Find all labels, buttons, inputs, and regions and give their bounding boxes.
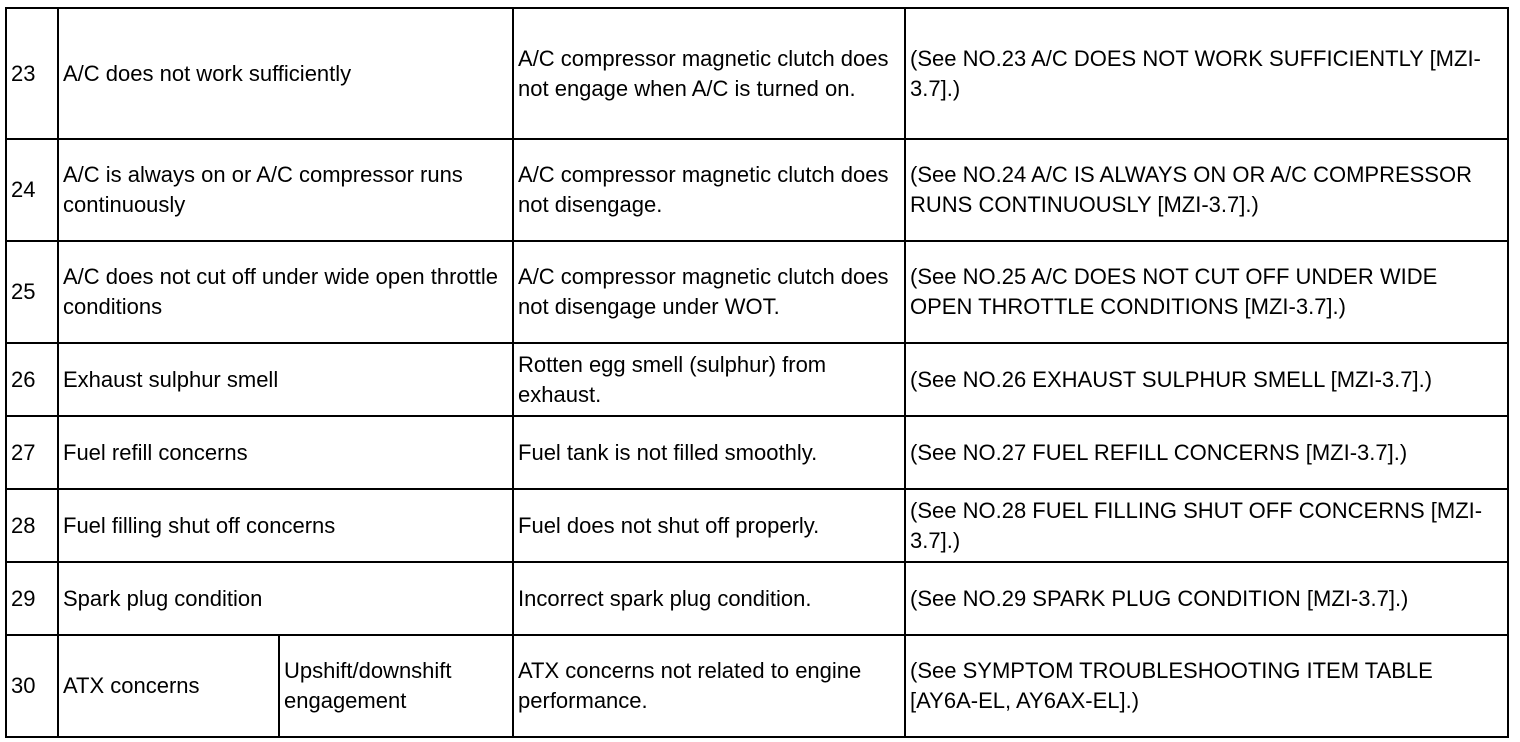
symptom-item: A/C does not cut off under wide open throttle conditions xyxy=(58,241,513,343)
reference-link[interactable]: (See NO.26 EXHAUST SULPHUR SMELL [MZI-3.7].) xyxy=(905,343,1508,416)
symptom-condition xyxy=(513,562,905,635)
condition-text: Rotten egg smell (sulphur) from exhaust. xyxy=(518,351,827,407)
symptom-condition xyxy=(513,8,905,139)
symptom-item: Fuel filling shut off concerns xyxy=(58,489,513,562)
condition-text: ATX concerns not related to engine performance. xyxy=(518,658,862,713)
symptom-condition xyxy=(513,489,905,562)
row-number: 30 xyxy=(6,635,58,737)
table-row xyxy=(6,8,1508,139)
condition-text: A/C compressor magnetic clutch does not disengage under WOT. xyxy=(518,264,889,319)
condition-text: Fuel tank is not filled smoothly. xyxy=(518,439,818,465)
symptom-condition xyxy=(513,635,905,737)
symptom-item: A/C does not work sufficiently xyxy=(58,8,513,139)
symptom-condition xyxy=(513,416,905,489)
symptom-item: A/C is always on or A/C compressor runs continuously xyxy=(58,139,513,241)
symptom-item: Spark plug condition xyxy=(58,562,513,635)
symptom-troubleshooting-table xyxy=(5,7,1509,738)
reference-link[interactable]: (See NO.28 FUEL FILLING SHUT OFF CONCERNS [MZI-3.7].) xyxy=(905,489,1508,562)
condition-text: A/C compressor magnetic clutch does not engage when A/C is turned on. xyxy=(518,45,889,101)
symptom-condition xyxy=(513,343,905,416)
reference-link[interactable]: (See NO.23 A/C DOES NOT WORK SUFFICIENTLY [MZI-3.7].) xyxy=(905,8,1508,139)
symptom-condition xyxy=(513,139,905,241)
row-number: 23 xyxy=(6,8,58,139)
reference-link[interactable]: (See NO.29 SPARK PLUG CONDITION [MZI-3.7].) xyxy=(905,562,1508,635)
condition-text: A/C compressor magnetic clutch does not disengage. xyxy=(518,162,889,217)
symptom-condition xyxy=(513,241,905,343)
row-number: 26 xyxy=(6,343,58,416)
table-row xyxy=(6,635,1508,737)
reference-link[interactable]: (See NO.25 A/C DOES NOT CUT OFF UNDER WIDE OPEN THROTTLE CONDITIONS [MZI-3.7].) xyxy=(905,241,1508,343)
table-row xyxy=(6,343,1508,416)
row-number: 27 xyxy=(6,416,58,489)
row-number: 24 xyxy=(6,139,58,241)
reference-link[interactable]: (See NO.27 FUEL REFILL CONCERNS [MZI-3.7].) xyxy=(905,416,1508,489)
condition-text: Incorrect spark plug condition. xyxy=(518,585,812,611)
symptom-item: Exhaust sulphur smell xyxy=(58,343,513,416)
condition-text: Fuel does not shut off properly. xyxy=(518,512,820,538)
symptom-subitem: Upshift/downshift engagement xyxy=(279,635,513,737)
reference-link[interactable]: (See SYMPTOM TROUBLESHOOTING ITEM TABLE [AY6A-EL, AY6AX-EL].) xyxy=(905,635,1508,737)
table-row xyxy=(6,139,1508,241)
row-number: 25 xyxy=(6,241,58,343)
table-row xyxy=(6,241,1508,343)
table-row xyxy=(6,416,1508,489)
symptom-item: Fuel refill concerns xyxy=(58,416,513,489)
reference-link[interactable]: (See NO.24 A/C IS ALWAYS ON OR A/C COMPRESSOR RUNS CONTINUOUSLY [MZI-3.7].) xyxy=(905,139,1508,241)
symptom-item: ATX concerns xyxy=(58,635,279,737)
table-row xyxy=(6,489,1508,562)
row-number: 29 xyxy=(6,562,58,635)
row-number: 28 xyxy=(6,489,58,562)
table-row xyxy=(6,562,1508,635)
